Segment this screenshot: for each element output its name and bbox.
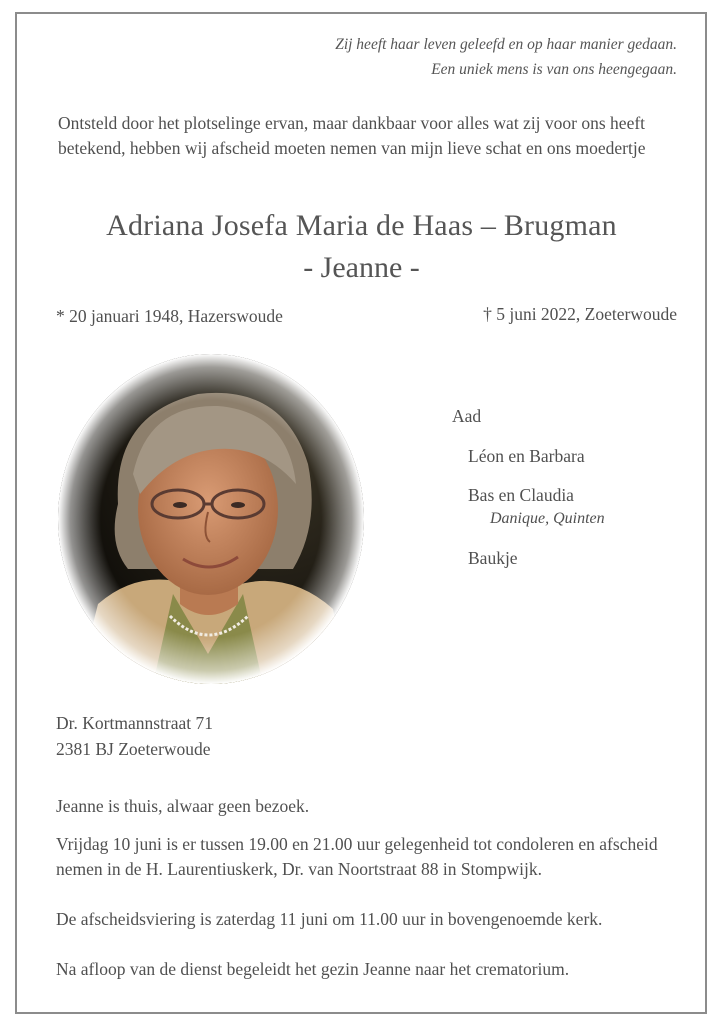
- poem: [335, 32, 677, 82]
- family-spouse: Aad: [452, 406, 482, 426]
- deceased-name: Adriana Josefa Maria de Haas – Brugman: [106, 209, 617, 242]
- family-child-3: Baukje: [468, 548, 518, 568]
- portrait-photo: [58, 354, 364, 684]
- family-child-2: Bas en Claudia: [468, 485, 574, 505]
- address-city: 2381 BJ Zoeterwoude: [56, 739, 211, 759]
- home-address: [56, 710, 213, 762]
- address-street: Dr. Kortmannstraat 71: [56, 713, 213, 733]
- death-date: † 5 juni 2022, Zoeterwoude: [483, 304, 677, 324]
- poem-line-1: Zij heeft haar leven geleefd en op haar manier gedaan.: [335, 36, 677, 53]
- poem-line-2: Een uniek mens is van ons heengegaan.: [431, 61, 677, 78]
- notice-home: Jeanne is thuis, alwaar geen bezoek.: [56, 796, 310, 816]
- family-grandchildren: Danique, Quinten: [490, 510, 605, 527]
- notice-after: Na afloop van de dienst begeleidt het gezin Jeanne naar het crematorium.: [56, 959, 570, 979]
- notice-condolence: Vrijdag 10 juni is er tussen 19.00 en 21.00 uur gelegenheid tot condoleren en afscheid nemen in de H. Laurentiuskerk, Dr. van Noortstraat 88 in Stompwijk.: [56, 834, 658, 879]
- deceased-nickname: - Jeanne -: [303, 251, 420, 284]
- notice-service: De afscheidsviering is zaterdag 11 juni om 11.00 uur in bovengenoemde kerk.: [56, 909, 603, 929]
- portrait-illustration: [58, 354, 364, 684]
- intro-text: Ontsteld door het plotselinge ervan, maar dankbaar voor alles wat zij voor ons heeft betekend, hebben wij afscheid moeten nemen van mijn lieve schat en ons moedertje: [58, 113, 646, 158]
- family-child-1: Léon en Barbara: [468, 446, 585, 466]
- birth-date: * 20 januari 1948, Hazerswoude: [56, 306, 283, 326]
